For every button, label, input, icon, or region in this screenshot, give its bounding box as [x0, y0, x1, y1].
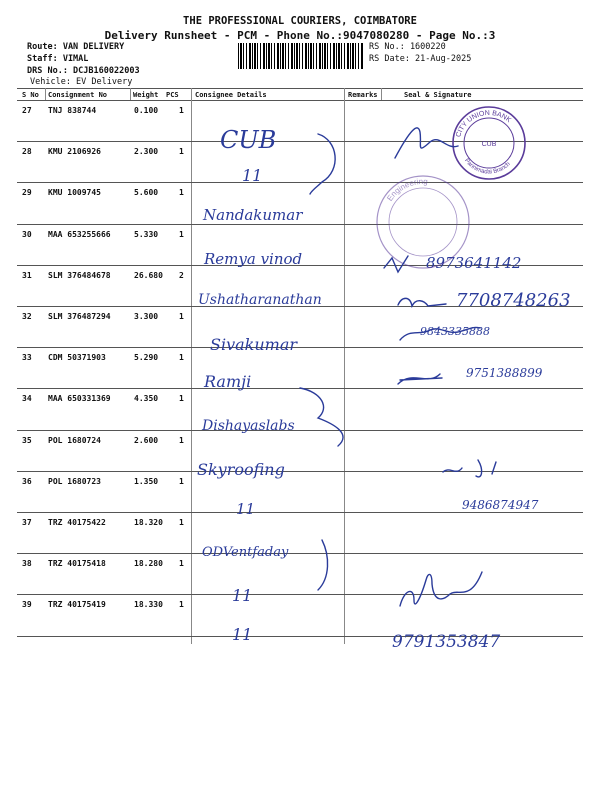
row-sno: 29	[22, 188, 32, 198]
bracket-cub	[310, 134, 335, 194]
handwritten-consignee: Skyroofing	[197, 460, 285, 479]
row-pcs: 1	[179, 188, 184, 198]
handwritten-consignee: Dishayaslabs	[202, 418, 295, 434]
row-pcs: 1	[179, 312, 184, 321]
row-weight: 1.350	[134, 476, 159, 486]
handwritten-consignee: Ushatharanathan	[198, 292, 322, 308]
svg-text:Pannimadai Branch	[463, 158, 512, 176]
bank-stamp	[453, 107, 525, 179]
barcode	[238, 43, 364, 69]
row-consignment: TRZ 40175422	[48, 518, 106, 527]
col-consignment: Consignment No	[48, 91, 108, 99]
row-weight: 2.300	[134, 147, 159, 157]
row-sno: 33	[22, 353, 32, 363]
row-pcs: 1	[179, 353, 184, 363]
handwritten-consignee: Nandakumar	[203, 206, 303, 224]
col-sep	[191, 88, 192, 644]
row-consignment: POL 1680724	[48, 435, 101, 445]
signature-row36	[443, 460, 496, 477]
row-pcs: 1	[179, 518, 184, 527]
signature-row27	[395, 128, 458, 158]
row-pcs: 1	[179, 600, 184, 610]
handwritten-phone: 9751388899	[466, 366, 543, 380]
rs-number: RS No.: 1600220	[369, 42, 446, 52]
handwritten-consignee: Sivakumar	[210, 335, 298, 354]
row-rule	[17, 430, 583, 431]
row-consignment: POL 1680723	[48, 476, 101, 486]
row-rule	[17, 553, 583, 554]
bracket-odvent	[318, 540, 328, 590]
row-sno: 31	[22, 270, 32, 280]
col-remarks: Remarks	[348, 91, 378, 99]
col-pcs: PCS	[166, 91, 179, 99]
handwritten-consignee: 11	[236, 500, 256, 518]
row-weight: 18.320	[134, 518, 163, 527]
runsheet-title: Delivery Runsheet - PCM - Phone No.:9047080280 - Page No.:3	[104, 29, 496, 42]
signature-row32	[398, 298, 446, 306]
col-sep	[344, 88, 345, 644]
stamp-engineering-text: Engineering	[385, 176, 428, 203]
row-pcs: 1	[179, 147, 184, 157]
signature-row34	[398, 374, 442, 384]
row-consignment: MAA 650331369	[48, 394, 111, 404]
row-pcs: 1	[179, 476, 184, 486]
row-weight: 26.680	[134, 270, 163, 280]
row-sno: 36	[22, 476, 32, 486]
col-seal: Seal & Signature	[404, 91, 472, 99]
row-rule	[17, 388, 583, 389]
row-sno: 35	[22, 435, 32, 445]
stamp-cub-text: CUB	[481, 141, 497, 148]
rs-date: RS Date: 21-Aug-2025	[369, 54, 472, 64]
row-rule	[17, 471, 583, 472]
row-sno: 39	[22, 600, 32, 610]
row-rule	[17, 141, 583, 142]
table-header-rule	[17, 100, 583, 101]
col-consignee: Consignee Details	[195, 91, 267, 99]
handwritten-consignee: ODVentfaday	[202, 545, 289, 560]
row-sno: 28	[22, 147, 32, 157]
row-sno: 34	[22, 394, 32, 404]
row-consignment: TRZ 40175419	[48, 600, 106, 610]
handwritten-phone: 9843335888	[420, 325, 490, 338]
row-pcs: 1	[179, 229, 184, 239]
col-sno: S No	[22, 91, 39, 99]
row-consignment: MAA 653255666	[48, 229, 111, 239]
row-weight: 4.350	[134, 394, 159, 404]
col-sep	[130, 88, 131, 100]
route-label: Route: VAN DELIVERY	[27, 42, 125, 52]
row-sno: 27	[22, 106, 32, 115]
handwritten-consignee: Remya vinod	[204, 250, 303, 268]
col-sep	[381, 88, 382, 100]
row-weight: 5.600	[134, 188, 159, 198]
row-consignment: CDM 50371903	[48, 353, 106, 363]
handwritten-consignee: 11	[242, 166, 263, 185]
row-rule	[17, 182, 583, 183]
handwritten-consignee: Ramji	[204, 372, 252, 391]
col-weight: Weight	[133, 91, 159, 99]
table-top-rule	[17, 88, 583, 89]
company-title: THE PROFESSIONAL COURIERS, COIMBATORE	[183, 15, 417, 27]
handwritten-phone: 8973641142	[426, 254, 522, 272]
row-consignment: SLM 376484678	[48, 270, 111, 280]
row-pcs: 2	[179, 270, 184, 280]
row-pcs: 1	[179, 559, 184, 569]
row-weight: 0.100	[134, 106, 159, 115]
vehicle-label: Vehicle: EV Delivery	[30, 77, 133, 87]
handwritten-consignee: CUB	[220, 126, 277, 154]
row-weight: 5.290	[134, 353, 159, 363]
row-pcs: 1	[179, 394, 184, 404]
svg-text:Engineering	[385, 177, 428, 203]
row-rule	[17, 594, 583, 595]
stamp-bank-text: CITY UNION BANK	[455, 109, 513, 139]
row-weight: 18.280	[134, 559, 163, 569]
staff-label: Staff: VIMAL	[27, 54, 89, 64]
row-consignment: KMU 2106926	[48, 147, 101, 157]
row-consignment: TRZ 40175418	[48, 559, 106, 569]
handwritten-phone: 9486874947	[462, 498, 539, 512]
row-rule	[17, 347, 583, 348]
handwritten-phone: 9791353847	[392, 632, 501, 652]
row-weight: 5.330	[134, 229, 159, 239]
row-consignment: TNJ 838744	[48, 106, 97, 115]
col-sep	[45, 88, 46, 100]
row-sno: 38	[22, 559, 32, 569]
row-consignment: SLM 376487294	[48, 312, 111, 321]
bracket-dishaya	[300, 388, 343, 446]
row-weight: 3.300	[134, 312, 159, 321]
stamp-branch-text: Pannimadai Branch	[463, 157, 512, 176]
row-sno: 30	[22, 229, 32, 239]
row-weight: 18.330	[134, 600, 163, 610]
row-sno: 32	[22, 312, 32, 321]
row-consignment: KMU 1009745	[48, 188, 101, 198]
svg-text:CITY UNION BANK	[455, 110, 512, 138]
handwritten-consignee: 11	[232, 586, 253, 605]
row-weight: 2.600	[134, 435, 159, 445]
row-rule	[17, 512, 583, 513]
row-pcs: 1	[179, 435, 184, 445]
row-pcs: 1	[179, 106, 184, 115]
row-sno: 37	[22, 518, 32, 527]
drs-label: DRS No.: DCJB160022003	[27, 66, 140, 76]
handwritten-consignee: 11	[232, 625, 253, 644]
signature-row39	[400, 572, 482, 606]
handwritten-phone: 7708748263	[456, 290, 571, 311]
